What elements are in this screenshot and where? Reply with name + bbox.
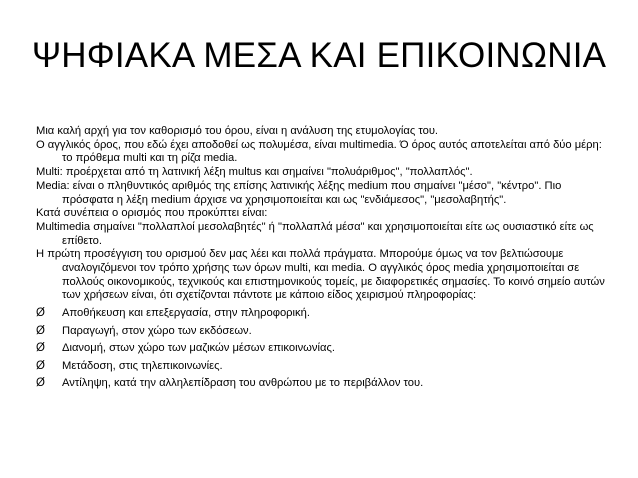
bullet-item-storage	[36, 307, 606, 320]
arrow-bullet-icon: Ø	[36, 342, 45, 355]
bullet-text: Μετάδοση, στις τηλεπικοινωνίες.	[62, 359, 223, 372]
bullet-text: Διανομή, στων χώρο των μαζικών μέσων επικοινωνίας.	[62, 342, 335, 355]
bullet-item-distribution	[36, 342, 606, 355]
bullet-text: Αποθήκευση και επεξεργασία, στην πληροφορική.	[62, 307, 310, 320]
arrow-bullet-icon: Ø	[36, 307, 45, 320]
paragraph-media-definition: Media: είναι ο πληθυντικός αριθμός της επίσης λατινικής λέξης medium που σημαίνει "μέσο", "κέντρο". Πιο πρόσφατα η λέξη medium άρχισε να χρησιμοποιείται και ως "ενδιάμεσος", "μεσολαβητής".	[36, 179, 562, 206]
bullet-text: Παραγωγή, στον χώρο των εκδόσεων.	[62, 324, 252, 337]
slide-title: ΨΗΦΙΑΚΑ ΜΕΣΑ ΚΑΙ ΕΠΙΚΟΙΝΩΝΙΑ	[31, 36, 607, 75]
bullet-item-production	[36, 325, 606, 338]
paragraph-multi-definition: Multi: προέρχεται από τη λατινική λέξη multus και σημαίνει "πολυάριθμος", "πολλαπλός".	[36, 166, 473, 179]
paragraph-etymology-intro: Μια καλή αρχή για τον καθορισμό του όρου, είναι η ανάλυση της ετυμολογίας του.	[36, 125, 439, 137]
paragraph-multimedia-meaning: Multimedia σημαίνει "πολλαπλοί μεσολαβητές" ή "πολλαπλά μέσα" και χρησιμοποιείται είτε ως ουσιαστικό είτε ως επίθετο.	[36, 220, 594, 247]
arrow-bullet-icon: Ø	[36, 359, 45, 372]
arrow-bullet-icon: Ø	[36, 324, 45, 337]
paragraph-first-approach: Η πρώτη προσέγγιση του ορισμού δεν μας λέει και πολλά πράγματα. Μπορούμε όμως να τον βελτιώσουμε αναλογιζόμενοι τον τρόπο χρήσης των όρων multi, και media. Ο αγγλικός όρος media χρησιμοποιείται σε πολλούς οικονομικούς, τεχνικούς και επιστημονικούς τομείς, με διαφορετικές σημασίες. Το κοινό σημείο αυτών των χρήσεων είναι, ότι σχετίζονται πάντοτε με κάποιο είδος χειρισμού πληροφορίας:	[36, 248, 605, 302]
paragraph-english-term: Ο αγγλικός όρος, που εδώ έχει αποδοθεί ως πολυμέσα, είναι multimedia. Ό όρος αυτός αποτελείται από δύο μέρη: το πρόθεμα multi και τη ρίζα media.	[36, 138, 602, 165]
slide-body	[36, 125, 606, 390]
bullet-item-perception	[36, 377, 606, 390]
bullet-text: Αντίληψη, κατά την αλληλεπίδραση του ανθρώπου με το περιβάλλον του.	[62, 377, 424, 390]
arrow-bullet-icon: Ø	[36, 377, 45, 390]
bullet-item-transmission	[36, 360, 606, 373]
paragraph-consequence: Κατά συνέπεια ο ορισμός που προκύπτει είναι:	[36, 207, 268, 220]
